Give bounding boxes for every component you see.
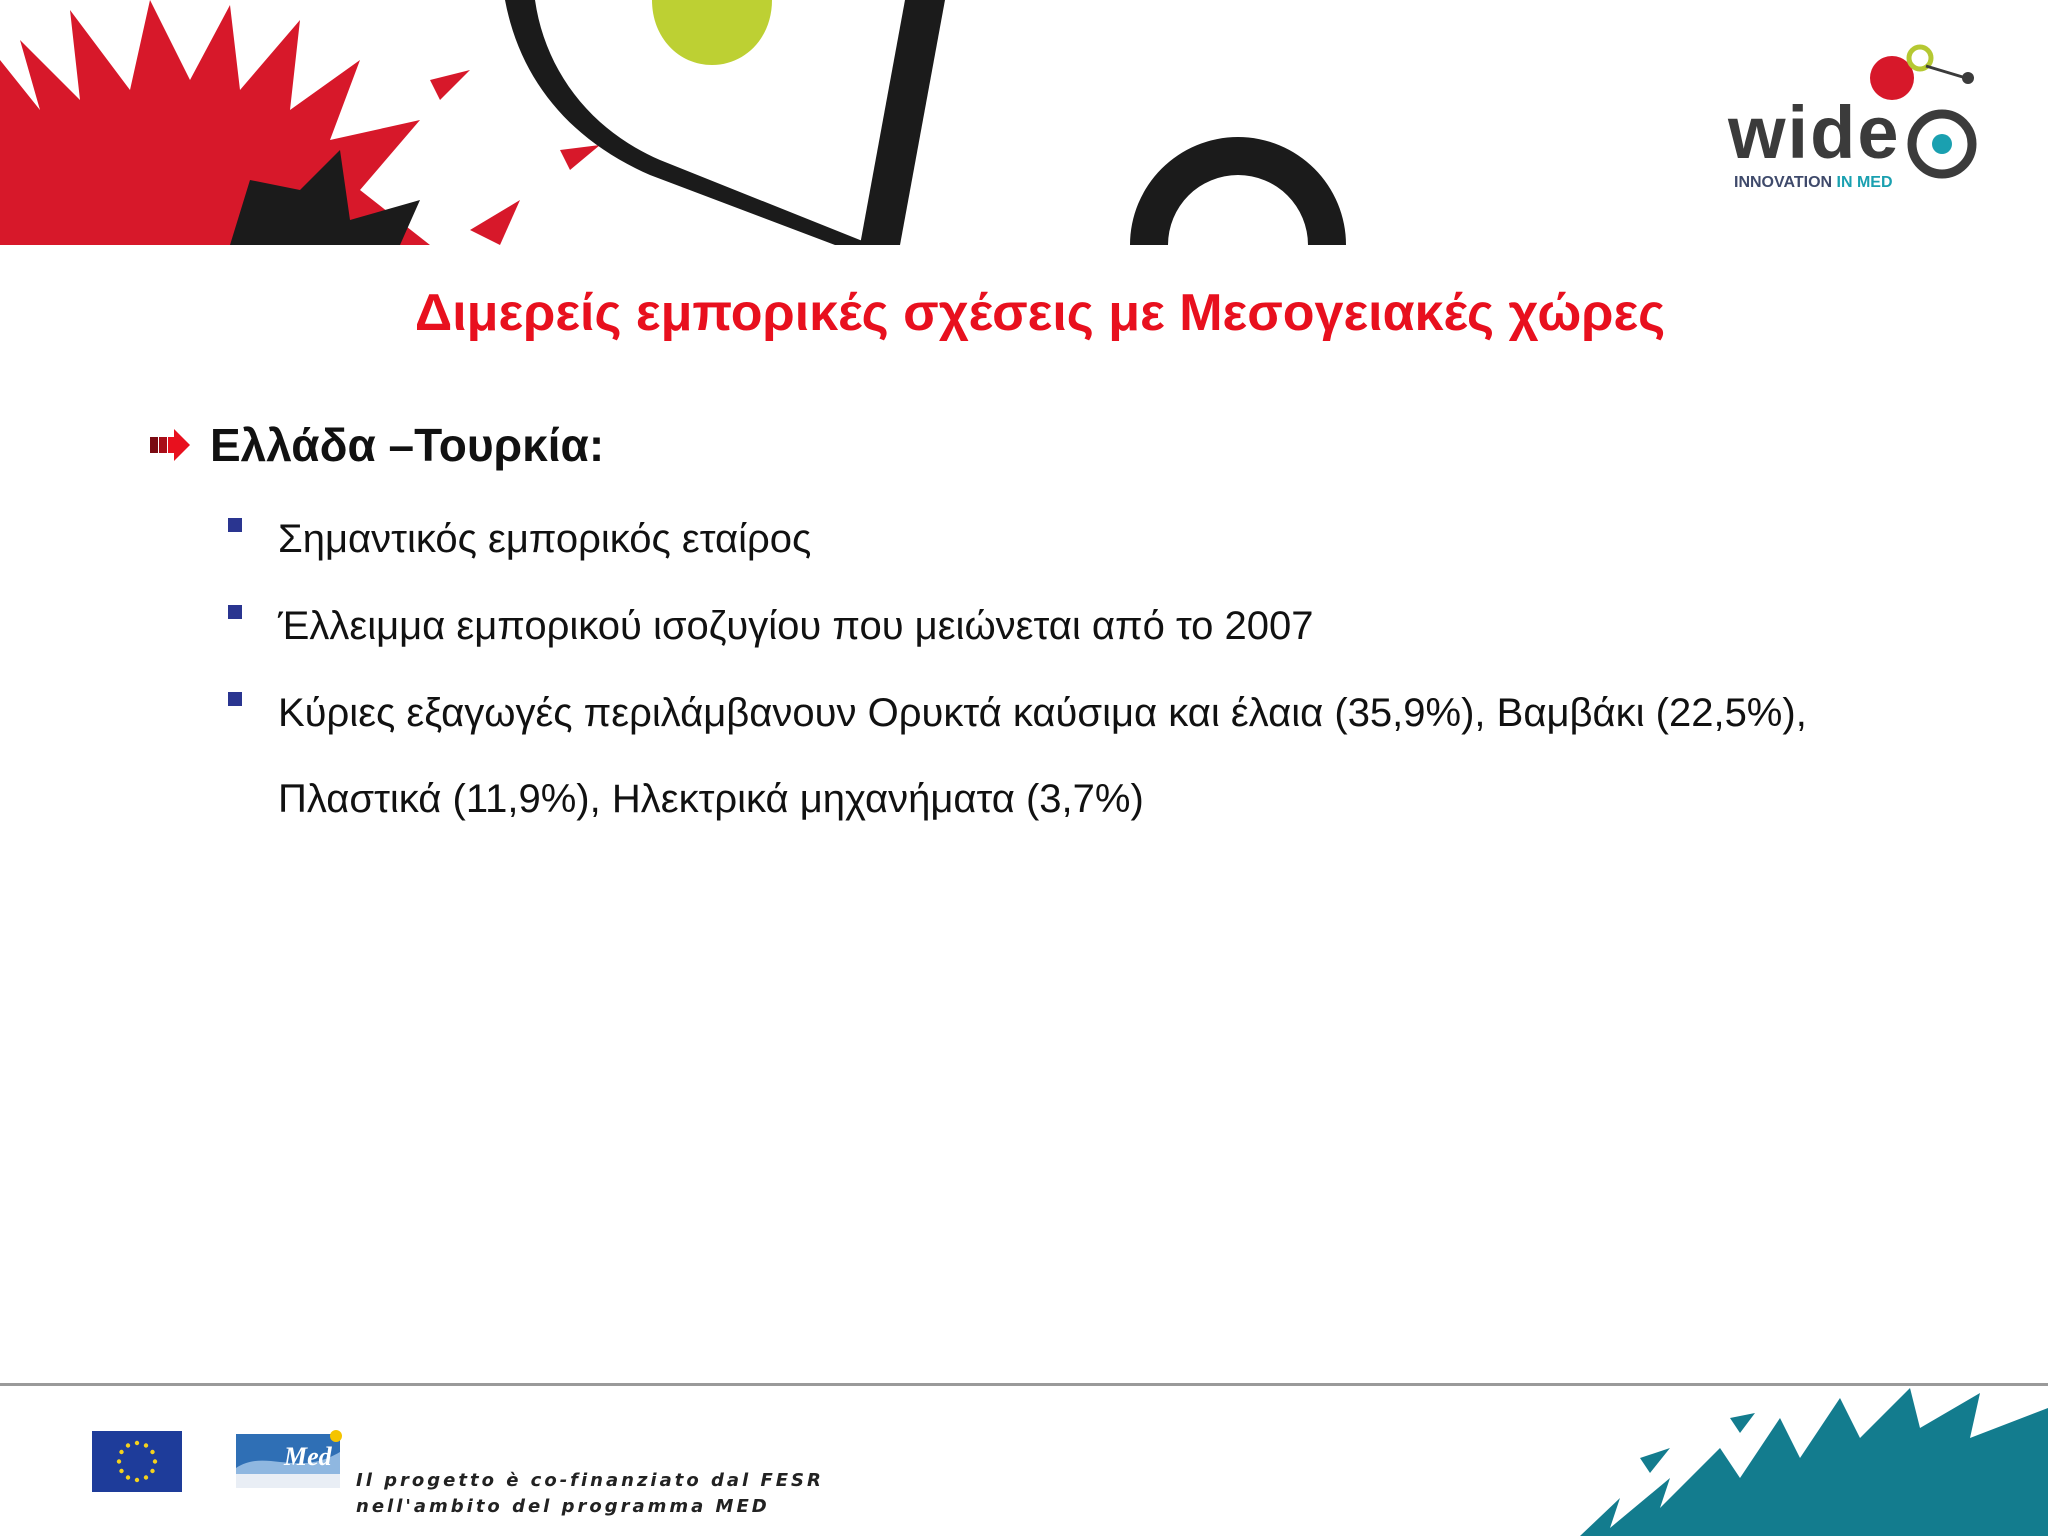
eu-flag-icon (92, 1431, 182, 1492)
tagline-accent: IN MED (1836, 174, 1893, 191)
bullet-text: Έλλειμμα εμπορικού ισοζυγίου που μειώνεται από το 2007 (278, 604, 1314, 648)
footer-line-1: Il progetto è co-finanziato dal FESR (356, 1470, 824, 1491)
arrow-bullet-icon (150, 427, 192, 463)
bullet-item (228, 496, 1878, 582)
footer-funding-note (356, 1468, 824, 1520)
slide-title: Διμερείς εμπορικές σχέσεις με Μεσογειακές χώρες (414, 284, 1666, 342)
header-banner (0, 0, 1360, 245)
section-heading-text: Ελλάδα –Τουρκία: (210, 419, 605, 471)
footer-divider (0, 1383, 2048, 1386)
bullet-item (228, 670, 1878, 842)
bullet-text: Σημαντικός εμπορικός εταίρος (278, 517, 812, 561)
square-bullet-icon (228, 692, 242, 706)
tagline-prefix: INNOVATION (1734, 174, 1833, 191)
footer-line-2: nell'ambito del programma MED (356, 1496, 770, 1517)
square-bullet-icon (228, 518, 242, 532)
section-heading (150, 418, 604, 472)
wide-logo-word: wide (1728, 91, 1901, 174)
bullet-text: Κύριες εξαγωγές περιλάμβανουν Ορυκτά καύσιμα και έλαια (35,9%), Βαμβάκι (22,5%), Πλαστικά (11,9%), Ηλεκτρικά μηχανήματα (3,7%) (278, 691, 1807, 821)
med-programme-logo (236, 1428, 344, 1492)
square-bullet-icon (228, 605, 242, 619)
med-logo-label: Med (284, 1442, 332, 1471)
wide-logo-tagline (1734, 174, 1893, 192)
wide-logo (1720, 44, 1980, 204)
banner-artwork (0, 0, 1360, 245)
teal-splash-decoration (1580, 1388, 2048, 1536)
bullet-item (228, 583, 1878, 669)
